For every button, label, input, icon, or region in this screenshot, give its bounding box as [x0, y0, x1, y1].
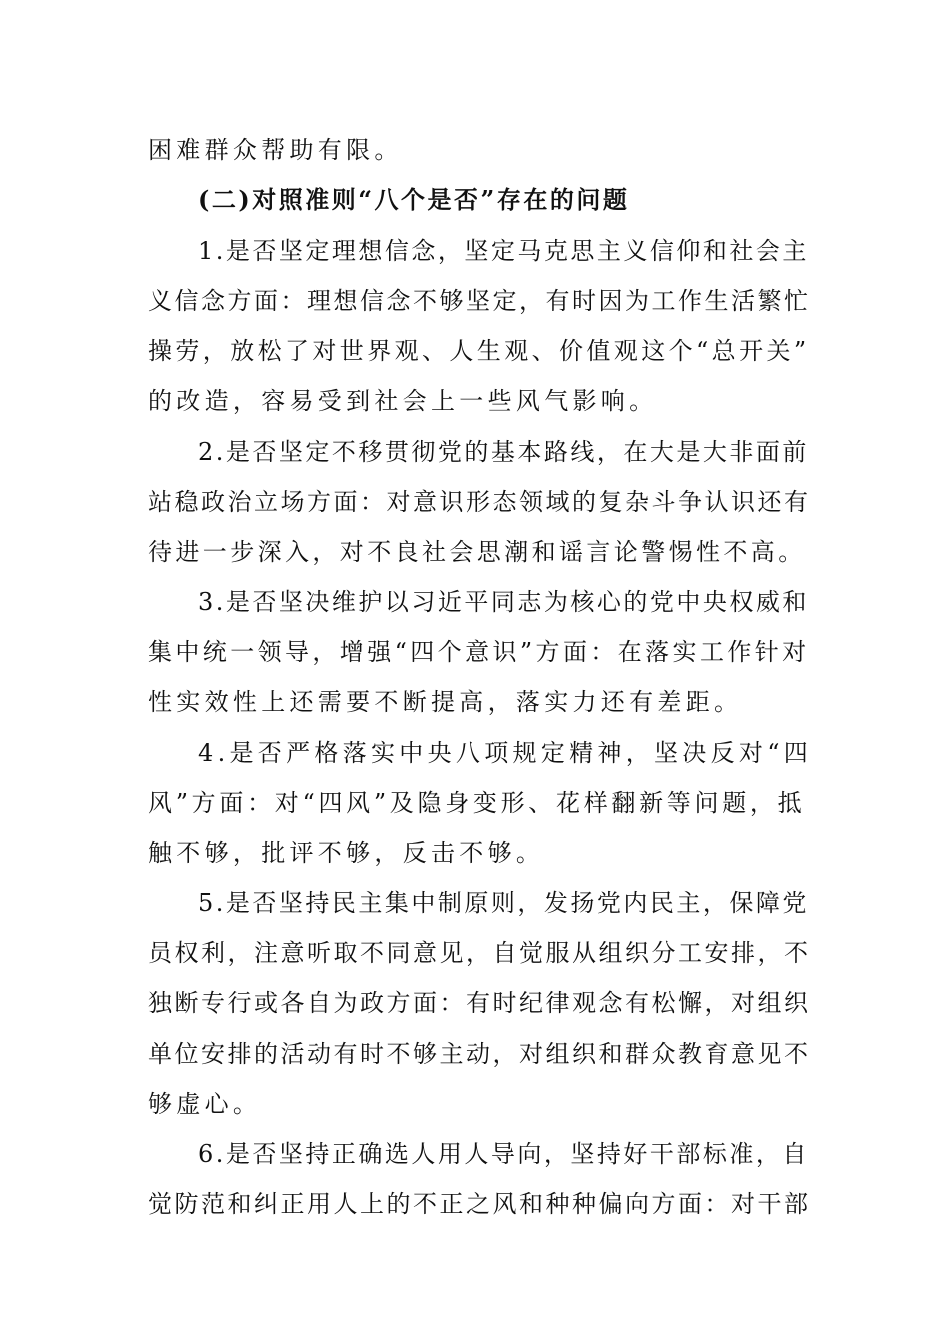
item-2-line-2: 站稳政治立场方面：对意识形态领域的复杂斗争认识还有: [148, 488, 811, 516]
item-4-line-1: 4.是否严格落实中央八项规定精神，坚决反对“四: [198, 739, 813, 767]
item-1-line-2: 义信念方面：理想信念不够坚定，有时因为工作生活繁忙: [148, 287, 811, 315]
item-4-line-3: 触不够，批评不够，反击不够。: [148, 839, 545, 867]
item-5-line-5: 够虚心。: [148, 1090, 262, 1118]
paragraph-continuation-line: 困难群众帮助有限。: [148, 136, 403, 164]
item-5-line-1: 5.是否坚持民主集中制原则，发扬党内民主，保障党: [198, 889, 809, 917]
item-1-line-1: 1.是否坚定理想信念，坚定马克思主义信仰和社会主: [198, 237, 809, 265]
item-6-line-2: 觉防范和纠正用人上的不正之风和种种偏向方面：对干部: [148, 1190, 811, 1218]
section-heading: (二)对照准则“八个是否”存在的问题: [198, 185, 630, 214]
item-1-line-3: 操劳，放松了对世界观、人生观、价值观这个“总开关”: [148, 337, 810, 365]
item-1-line-4: 的改造，容易受到社会上一些风气影响。: [148, 387, 658, 415]
item-2-line-3: 待进一步深入，对不良社会思潮和谣言论警惕性不高。: [148, 538, 806, 566]
item-5-line-2: 员权利，注意听取不同意见，自觉服从组织分工安排，不: [148, 939, 811, 967]
item-5-line-4: 单位安排的活动有时不够主动，对组织和群众教育意见不: [148, 1040, 811, 1068]
item-3-line-2: 集中统一领导，增强“四个意识”方面：在落实工作针对: [148, 638, 810, 666]
item-3-line-3: 性实效性上还需要不断提高，落实力还有差距。: [148, 688, 743, 716]
item-2-line-1: 2.是否坚定不移贯彻党的基本路线，在大是大非面前: [198, 438, 809, 466]
item-6-line-1: 6.是否坚持正确选人用人导向，坚持好干部标准，自: [198, 1140, 809, 1168]
item-5-line-3: 独断专行或各自为政方面：有时纪律观念有松懈，对组织: [148, 989, 811, 1017]
item-3-line-1: 3.是否坚决维护以习近平同志为核心的党中央权威和: [198, 588, 809, 616]
item-4-line-2: 风”方面：对“四风”及隐身变形、花样翻新等问题，抵: [148, 789, 806, 817]
